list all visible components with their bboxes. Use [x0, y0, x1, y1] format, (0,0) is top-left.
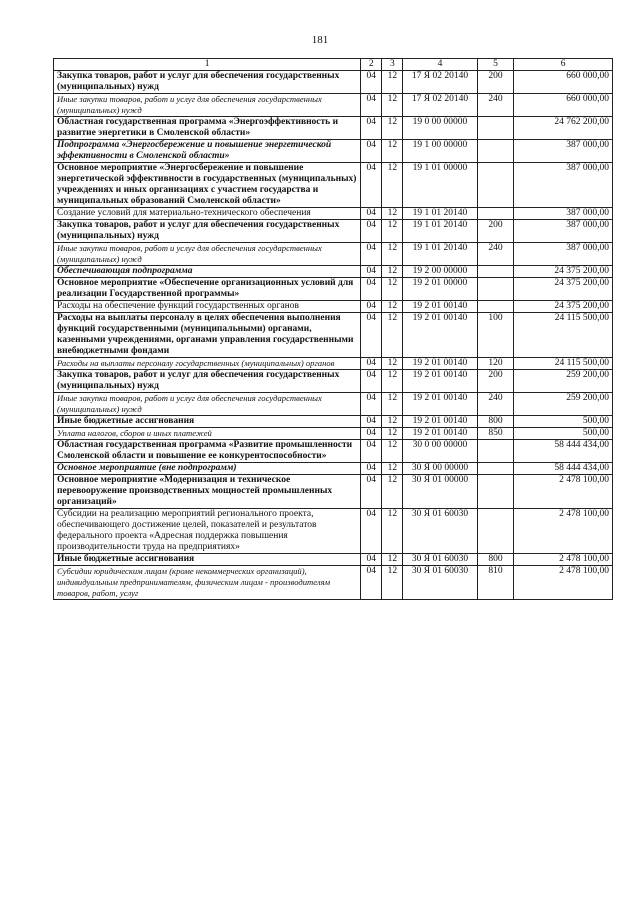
- row-section-code: 04: [361, 370, 382, 393]
- row-target-article: 19 1 00 00000: [403, 140, 477, 163]
- row-expense-type: [477, 463, 514, 475]
- row-target-article: 19 1 01 20140: [403, 208, 477, 220]
- row-target-article: 30 Я 00 00000: [403, 463, 477, 475]
- row-subsection-code: 12: [382, 358, 403, 370]
- row-target-article: 19 0 00 00000: [403, 117, 477, 140]
- row-section-code: 04: [361, 208, 382, 220]
- row-subsection-code: 12: [382, 266, 403, 278]
- row-description: Субсидии на реализацию мероприятий регионального проекта, обеспечивающего достижение целей, показателей и результатов федерального проекта «Адресная поддержка повышения производительности труда на предприятиях»: [54, 509, 361, 554]
- row-expense-type: 810: [477, 566, 514, 600]
- row-section-code: 04: [361, 393, 382, 416]
- row-subsection-code: 12: [382, 566, 403, 600]
- row-expense-type: [477, 266, 514, 278]
- row-target-article: 19 2 01 00140: [403, 313, 477, 358]
- row-subsection-code: 12: [382, 278, 403, 301]
- row-description: Уплата налогов, сборов и иных платежей: [54, 428, 361, 440]
- row-section-code: 04: [361, 266, 382, 278]
- table-row: [54, 313, 613, 358]
- row-subsection-code: 12: [382, 140, 403, 163]
- table-row: [54, 117, 613, 140]
- row-amount: 2 478 100,00: [514, 566, 613, 600]
- row-target-article: 19 1 01 20140: [403, 220, 477, 243]
- row-section-code: 04: [361, 71, 382, 94]
- row-amount: 2 478 100,00: [514, 509, 613, 554]
- row-amount: 259 200,00: [514, 370, 613, 393]
- row-section-code: 04: [361, 358, 382, 370]
- row-amount: 2 478 100,00: [514, 475, 613, 509]
- row-expense-type: [477, 475, 514, 509]
- row-expense-type: 200: [477, 220, 514, 243]
- row-subsection-code: 12: [382, 475, 403, 509]
- row-section-code: 04: [361, 566, 382, 600]
- table-row: [54, 220, 613, 243]
- table-row: [54, 509, 613, 554]
- row-target-article: 30 Я 01 00000: [403, 475, 477, 509]
- row-section-code: 04: [361, 243, 382, 266]
- row-amount: 500,00: [514, 428, 613, 440]
- column-header-6: 6: [514, 59, 613, 71]
- row-amount: 387 000,00: [514, 208, 613, 220]
- row-amount: 259 200,00: [514, 393, 613, 416]
- table-row: [54, 278, 613, 301]
- row-amount: 24 115 500,00: [514, 313, 613, 358]
- row-amount: 387 000,00: [514, 140, 613, 163]
- row-section-code: 04: [361, 440, 382, 463]
- row-expense-type: 240: [477, 393, 514, 416]
- column-header-2: 2: [361, 59, 382, 71]
- row-description: Основное мероприятие (вне подпрограмм): [54, 463, 361, 475]
- table-row: [54, 475, 613, 509]
- row-amount: 387 000,00: [514, 243, 613, 266]
- row-target-article: 19 2 01 00140: [403, 393, 477, 416]
- row-target-article: 30 0 00 00000: [403, 440, 477, 463]
- row-subsection-code: 12: [382, 554, 403, 566]
- row-subsection-code: 12: [382, 220, 403, 243]
- row-expense-type: 100: [477, 313, 514, 358]
- table-header-row: [54, 59, 613, 71]
- column-header-5: 5: [477, 59, 514, 71]
- row-expense-type: [477, 163, 514, 208]
- row-section-code: 04: [361, 509, 382, 554]
- row-description: Основное мероприятие «Обеспечение организационных условий для реализации Государственной программы»: [54, 278, 361, 301]
- row-description: Расходы на выплаты персоналу государственных (муниципальных) органов: [54, 358, 361, 370]
- table-row: [54, 94, 613, 117]
- table-row: [54, 566, 613, 600]
- row-section-code: 04: [361, 220, 382, 243]
- row-target-article: 19 2 01 00140: [403, 370, 477, 393]
- row-expense-type: 850: [477, 428, 514, 440]
- table-row: [54, 428, 613, 440]
- row-expense-type: [477, 140, 514, 163]
- column-header-4: 4: [403, 59, 477, 71]
- row-description: Основное мероприятие «Модернизация и техническое перевооружение производственных мощностей промышленных организаций»: [54, 475, 361, 509]
- row-expense-type: [477, 440, 514, 463]
- row-target-article: 30 Я 01 60030: [403, 566, 477, 600]
- table-row: [54, 163, 613, 208]
- row-description: Расходы на обеспечение функций государственных органов: [54, 301, 361, 313]
- row-expense-type: [477, 117, 514, 140]
- row-expense-type: 800: [477, 416, 514, 428]
- row-section-code: 04: [361, 416, 382, 428]
- table-row: [54, 358, 613, 370]
- row-description: Обеспечивающая подпрограмма: [54, 266, 361, 278]
- row-description: Закупка товаров, работ и услуг для обеспечения государственных (муниципальных) нужд: [54, 71, 361, 94]
- row-expense-type: 240: [477, 94, 514, 117]
- row-amount: 2 478 100,00: [514, 554, 613, 566]
- table-row: [54, 416, 613, 428]
- row-description: Областная государственная программа «Развитие промышленности Смоленской области и повышение ее конкурентоспособности»: [54, 440, 361, 463]
- row-expense-type: 800: [477, 554, 514, 566]
- row-description: Иные закупки товаров, работ и услуг для обеспечения государственных (муниципальных) нужд: [54, 243, 361, 266]
- row-expense-type: 200: [477, 370, 514, 393]
- row-amount: 58 444 434,00: [514, 440, 613, 463]
- row-description: Иные закупки товаров, работ и услуг для обеспечения государственных (муниципальных) нужд: [54, 393, 361, 416]
- table-row: [54, 71, 613, 94]
- row-expense-type: [477, 278, 514, 301]
- row-target-article: 19 2 00 00000: [403, 266, 477, 278]
- row-target-article: 30 Я 01 60030: [403, 554, 477, 566]
- table-row: [54, 208, 613, 220]
- row-target-article: 19 2 01 00140: [403, 428, 477, 440]
- row-subsection-code: 12: [382, 94, 403, 117]
- row-amount: 660 000,00: [514, 94, 613, 117]
- table-row: [54, 370, 613, 393]
- row-description: Областная государственная программа «Энергоэффективность и развитие энергетики в Смоленской области»: [54, 117, 361, 140]
- row-expense-type: [477, 208, 514, 220]
- row-section-code: 04: [361, 117, 382, 140]
- row-subsection-code: 12: [382, 208, 403, 220]
- table-row: [54, 554, 613, 566]
- row-description: Закупка товаров, работ и услуг для обеспечения государственных (муниципальных) нужд: [54, 370, 361, 393]
- row-section-code: 04: [361, 463, 382, 475]
- page-number: 181: [311, 34, 329, 46]
- row-subsection-code: 12: [382, 117, 403, 140]
- row-description: Субсидии юридическим лицам (кроме некоммерческих организаций), индивидуальным предпринимателям, физическим лицам - производителям товаров, работ, услуг: [54, 566, 361, 600]
- row-subsection-code: 12: [382, 370, 403, 393]
- row-subsection-code: 12: [382, 440, 403, 463]
- row-target-article: 30 Я 01 60030: [403, 509, 477, 554]
- column-header-1: 1: [54, 59, 361, 71]
- row-target-article: 19 2 01 00140: [403, 301, 477, 313]
- row-amount: 387 000,00: [514, 163, 613, 208]
- table-row: [54, 243, 613, 266]
- table-row: [54, 301, 613, 313]
- row-amount: 24 375 200,00: [514, 266, 613, 278]
- row-section-code: 04: [361, 301, 382, 313]
- row-subsection-code: 12: [382, 301, 403, 313]
- row-amount: 500,00: [514, 416, 613, 428]
- row-expense-type: 240: [477, 243, 514, 266]
- row-amount: 24 375 200,00: [514, 301, 613, 313]
- row-target-article: 19 2 01 00000: [403, 278, 477, 301]
- row-subsection-code: 12: [382, 393, 403, 416]
- row-description: Иные бюджетные ассигнования: [54, 416, 361, 428]
- row-description: Создание условий для материально-технического обеспечения: [54, 208, 361, 220]
- row-subsection-code: 12: [382, 163, 403, 208]
- row-section-code: 04: [361, 554, 382, 566]
- row-target-article: 19 1 01 20140: [403, 243, 477, 266]
- row-subsection-code: 12: [382, 463, 403, 475]
- row-target-article: 19 1 01 00000: [403, 163, 477, 208]
- row-target-article: 19 2 01 00140: [403, 416, 477, 428]
- row-description: Иные закупки товаров, работ и услуг для обеспечения государственных (муниципальных) нужд: [54, 94, 361, 117]
- row-section-code: 04: [361, 313, 382, 358]
- row-description: Основное мероприятие «Энергосбережение и повышение энергетической эффективности в государственных (муниципальных) учреждениях и иных организациях с участием государства и муниципальных образований Смоленской области»: [54, 163, 361, 208]
- row-expense-type: [477, 509, 514, 554]
- table-row: [54, 140, 613, 163]
- row-description: Иные бюджетные ассигнования: [54, 554, 361, 566]
- column-header-3: 3: [382, 59, 403, 71]
- row-subsection-code: 12: [382, 428, 403, 440]
- row-subsection-code: 12: [382, 243, 403, 266]
- row-section-code: 04: [361, 94, 382, 117]
- row-amount: 24 375 200,00: [514, 278, 613, 301]
- row-target-article: 19 2 01 00140: [403, 358, 477, 370]
- row-subsection-code: 12: [382, 313, 403, 358]
- row-subsection-code: 12: [382, 509, 403, 554]
- row-section-code: 04: [361, 163, 382, 208]
- row-section-code: 04: [361, 428, 382, 440]
- row-expense-type: 200: [477, 71, 514, 94]
- table-row: [54, 393, 613, 416]
- row-subsection-code: 12: [382, 416, 403, 428]
- row-amount: 24 115 500,00: [514, 358, 613, 370]
- row-expense-type: [477, 301, 514, 313]
- budget-table: [53, 58, 613, 600]
- row-target-article: 17 Я 02 20140: [403, 94, 477, 117]
- row-subsection-code: 12: [382, 71, 403, 94]
- row-section-code: 04: [361, 140, 382, 163]
- table-row: [54, 266, 613, 278]
- row-target-article: 17 Я 02 20140: [403, 71, 477, 94]
- row-description: Подпрограмма «Энергосбережение и повышение энергетической эффективности в Смоленской области»: [54, 140, 361, 163]
- row-description: Расходы на выплаты персоналу в целях обеспечения выполнения функций государственными (муниципальными) органами, казенными учреждениями, органами управления государственными внебюджетными фондами: [54, 313, 361, 358]
- row-amount: 58 444 434,00: [514, 463, 613, 475]
- row-description: Закупка товаров, работ и услуг для обеспечения государственных (муниципальных) нужд: [54, 220, 361, 243]
- table-row: [54, 463, 613, 475]
- row-amount: 387 000,00: [514, 220, 613, 243]
- row-expense-type: 120: [477, 358, 514, 370]
- table-row: [54, 440, 613, 463]
- row-section-code: 04: [361, 278, 382, 301]
- row-amount: 660 000,00: [514, 71, 613, 94]
- row-amount: 24 762 200,00: [514, 117, 613, 140]
- row-section-code: 04: [361, 475, 382, 509]
